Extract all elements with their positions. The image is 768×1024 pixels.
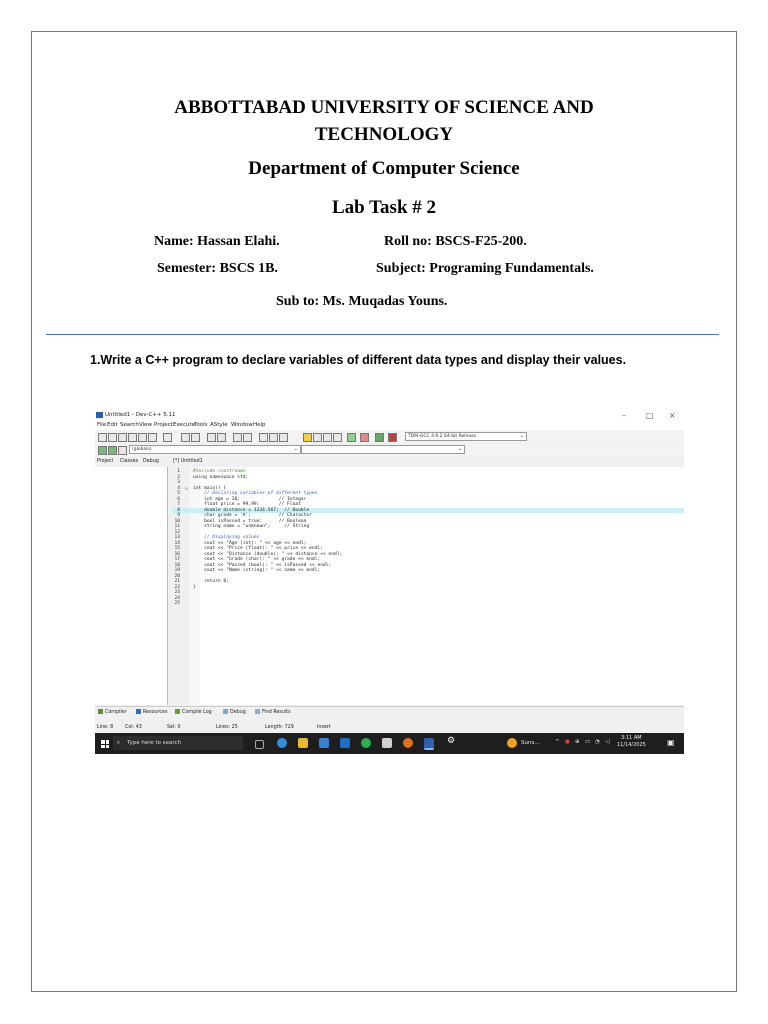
tab-find-results-label: Find Results bbox=[262, 710, 291, 715]
weather-sun-icon bbox=[507, 738, 517, 748]
student-name: Name: Hassan Elahi. bbox=[154, 234, 280, 249]
code-text: // Displaying values bbox=[193, 535, 260, 540]
undo-icon[interactable] bbox=[181, 433, 190, 442]
tray-chevron-up-icon[interactable]: ^ bbox=[555, 739, 560, 745]
line-number: 11 bbox=[174, 524, 180, 529]
question-text: 1.Write a C++ program to declare variables of different data types and display their values. bbox=[90, 353, 627, 367]
devcpp-app-icon bbox=[96, 412, 103, 418]
whatsapp-icon[interactable] bbox=[361, 738, 371, 748]
run-icon[interactable] bbox=[313, 433, 322, 442]
goto-line-icon[interactable] bbox=[233, 433, 242, 442]
file-explorer-icon[interactable] bbox=[298, 738, 308, 748]
menu-window[interactable]: Window bbox=[231, 422, 253, 428]
devcpp-taskbar-icon[interactable] bbox=[424, 738, 434, 750]
tab-find-results[interactable] bbox=[255, 709, 291, 715]
department-title: Department of Computer Science bbox=[248, 158, 520, 179]
bookmark-icon[interactable] bbox=[243, 433, 252, 442]
scope-select-value: (globals) bbox=[132, 447, 152, 452]
status-length: Length: 729 bbox=[265, 725, 294, 730]
code-text: cout << "Name (string): " << name << endl; bbox=[193, 568, 321, 573]
line-number: 17 bbox=[174, 557, 180, 562]
line-number: 9 bbox=[177, 513, 180, 518]
chevron-down-icon: ⌄ bbox=[519, 433, 524, 439]
compiler-select-value: TDM-GCC 4.9.2 64-bit Release bbox=[408, 434, 477, 439]
edge-browser-icon[interactable] bbox=[277, 738, 287, 748]
line-number: 21 bbox=[174, 579, 180, 584]
insert-icon[interactable] bbox=[108, 446, 117, 455]
divider-line bbox=[46, 334, 719, 335]
tab-compiler-label: Compiler bbox=[105, 710, 127, 715]
tab-project[interactable]: Project bbox=[97, 459, 114, 464]
code-text: cout << "Price (float): " << price << endl; bbox=[193, 546, 323, 551]
code-text: // Declaring variables of different types bbox=[193, 491, 318, 496]
task-view-icon[interactable] bbox=[255, 740, 264, 749]
status-mode: Insert bbox=[317, 725, 331, 730]
mail-icon[interactable] bbox=[340, 738, 350, 748]
menu-view[interactable]: View bbox=[139, 422, 153, 428]
debug-check-icon bbox=[223, 709, 228, 714]
volume-icon[interactable]: ◁ bbox=[605, 739, 610, 745]
submitted-to: Sub to: Ms. Muqadas Youns. bbox=[276, 294, 448, 309]
tray-app-icon[interactable]: ● bbox=[565, 739, 570, 745]
code-text: cout << "Passed (bool): " << isPassed << endl; bbox=[193, 562, 332, 568]
code-text: double distance = 1234.567; // Double bbox=[193, 507, 310, 513]
save-all-icon[interactable] bbox=[128, 433, 137, 442]
code-text: #include <iostream> bbox=[193, 469, 246, 474]
compile-icon[interactable] bbox=[303, 433, 312, 442]
menu-search[interactable]: Search bbox=[120, 422, 139, 428]
windows-start-icon[interactable] bbox=[101, 740, 109, 748]
line-number: 24 bbox=[174, 595, 180, 601]
ide-titlebar bbox=[95, 409, 684, 421]
menu-execute[interactable]: Execute bbox=[173, 422, 195, 428]
tab-compile-log[interactable] bbox=[175, 709, 212, 715]
line-number: 4 bbox=[177, 485, 180, 491]
ide-screenshot bbox=[95, 409, 684, 754]
network-icon[interactable]: ⊕ bbox=[575, 739, 580, 745]
project-browser-panel bbox=[95, 467, 168, 705]
university-title-line2: TECHNOLOGY bbox=[314, 124, 454, 145]
line-number: 3 bbox=[177, 480, 180, 485]
line-number: 16 bbox=[174, 551, 180, 557]
line-number: 19 bbox=[174, 568, 180, 573]
line-number: 6 bbox=[177, 496, 180, 502]
new-class-icon[interactable] bbox=[98, 446, 107, 455]
line-number: 1 bbox=[177, 469, 180, 474]
rebuild-icon[interactable] bbox=[333, 433, 342, 442]
chevron-down-icon: ⌄ bbox=[457, 446, 462, 452]
code-text: int main() { bbox=[193, 485, 227, 491]
save-icon[interactable] bbox=[118, 433, 127, 442]
notification-icon[interactable]: ▣ bbox=[667, 738, 675, 747]
line-number: 12 bbox=[174, 529, 180, 535]
status-lines: Lines: 25 bbox=[216, 725, 238, 730]
scope-select[interactable] bbox=[129, 445, 301, 454]
compile-log-icon bbox=[175, 709, 180, 714]
taskbar-search-placeholder: Type here to search bbox=[127, 740, 182, 746]
resources-icon bbox=[136, 709, 141, 714]
new-file-icon[interactable] bbox=[98, 433, 107, 442]
clock-date[interactable]: 11/14/2025 bbox=[617, 742, 646, 748]
tab-compile-log-label: Compile Log bbox=[182, 710, 212, 715]
close-all-icon[interactable] bbox=[148, 433, 157, 442]
line-number: 2 bbox=[177, 474, 180, 480]
ide-statusbar bbox=[95, 724, 684, 732]
line-number: 13 bbox=[174, 535, 180, 540]
menu-file[interactable]: File bbox=[97, 422, 107, 428]
semester: Semester: BSCS 1B. bbox=[157, 261, 278, 276]
bottom-panel-tabs bbox=[95, 706, 684, 717]
tab-compiler[interactable] bbox=[98, 709, 127, 715]
line-number: 8 bbox=[177, 507, 180, 513]
settings-gear-icon[interactable]: ⚙ bbox=[447, 736, 456, 746]
code-text: float price = 99.99; // Float bbox=[193, 502, 301, 507]
ide-toolbar-class bbox=[95, 445, 684, 456]
open-file-icon[interactable] bbox=[108, 433, 117, 442]
ide-window-title: Untitled1 - Dev-C++ 5.11 bbox=[105, 412, 176, 418]
replace-icon[interactable] bbox=[217, 433, 226, 442]
chrome-icon[interactable] bbox=[403, 738, 413, 748]
toggle-view-icon[interactable] bbox=[118, 446, 127, 455]
code-text: return 0; bbox=[193, 579, 229, 584]
print-icon[interactable] bbox=[163, 433, 172, 442]
store-icon[interactable] bbox=[319, 738, 329, 748]
line-number: 7 bbox=[177, 502, 180, 507]
menu-edit[interactable]: Edit bbox=[107, 422, 118, 428]
toggle-comment-icon[interactable] bbox=[279, 433, 288, 442]
line-number: 10 bbox=[174, 518, 180, 524]
menu-tools[interactable]: Tools bbox=[194, 422, 208, 428]
line-number: 22 bbox=[174, 584, 180, 590]
left-panel-tabs bbox=[95, 458, 167, 467]
code-text: cout << "Distance (double): " << distance << endl; bbox=[193, 551, 343, 557]
maximize-button[interactable]: □ bbox=[646, 411, 654, 420]
line-number: 14 bbox=[174, 540, 180, 546]
roll-number: Roll no: BSCS-F25-200. bbox=[384, 234, 527, 249]
delete-profile-icon[interactable] bbox=[388, 433, 397, 442]
minimize-button[interactable]: – bbox=[622, 411, 626, 420]
code-editor[interactable] bbox=[172, 467, 684, 705]
code-text: string name = "unknown"; // String bbox=[193, 524, 310, 529]
indent-icon[interactable] bbox=[259, 433, 268, 442]
line-number: 18 bbox=[174, 562, 180, 568]
university-title-line1: ABBOTTABAD UNIVERSITY OF SCIENCE AND bbox=[174, 97, 594, 118]
code-text: using namespace std; bbox=[193, 474, 249, 480]
ide-menubar bbox=[95, 421, 684, 430]
fold-toggle-icon[interactable]: ⊟ bbox=[185, 485, 188, 491]
chevron-down-icon: ⌄ bbox=[293, 446, 298, 452]
clock-time[interactable]: 3:11 AM bbox=[621, 735, 642, 741]
lab-task-title: Lab Task # 2 bbox=[331, 197, 437, 218]
university-title bbox=[60, 94, 708, 148]
line-number: 20 bbox=[174, 573, 180, 579]
line-number: 5 bbox=[177, 491, 180, 496]
code-text: cout << "Grade (char): " << grade << endl; bbox=[193, 557, 321, 562]
tab-debug-output-label: Debug bbox=[230, 710, 246, 715]
menu-astyle[interactable]: AStyle bbox=[210, 422, 228, 428]
line-number: 15 bbox=[174, 546, 180, 551]
code-text: char grade = 'A'; // Character bbox=[193, 513, 312, 518]
wifi-icon[interactable]: ◔ bbox=[595, 739, 600, 745]
code-line[interactable] bbox=[172, 601, 684, 607]
line-number: 25 bbox=[174, 601, 180, 606]
unindent-icon[interactable] bbox=[269, 433, 278, 442]
tab-debug[interactable]: Debug bbox=[143, 459, 159, 464]
compiler-icon bbox=[98, 709, 103, 714]
compile-run-icon[interactable] bbox=[323, 433, 332, 442]
find-results-icon bbox=[255, 709, 260, 714]
status-col: Col: 43 bbox=[125, 725, 142, 730]
profile-icon[interactable] bbox=[375, 433, 384, 442]
stop-execution-icon[interactable] bbox=[360, 433, 369, 442]
tab-resources-label: Resources bbox=[143, 710, 168, 715]
redo-icon[interactable] bbox=[191, 433, 200, 442]
status-sel: Sel: 0 bbox=[167, 725, 181, 730]
ide-toolbar-main bbox=[95, 431, 684, 443]
line-number: 23 bbox=[174, 590, 180, 595]
close-file-icon[interactable] bbox=[138, 433, 147, 442]
app-icon[interactable] bbox=[382, 738, 392, 748]
windows-taskbar bbox=[95, 733, 684, 754]
compiler-select[interactable] bbox=[405, 432, 527, 441]
tab-resources[interactable] bbox=[136, 709, 168, 715]
member-select[interactable] bbox=[301, 445, 465, 454]
tab-classes[interactable]: Classes bbox=[120, 459, 139, 464]
menu-help[interactable]: Help bbox=[253, 422, 266, 428]
tab-debug-output[interactable] bbox=[223, 709, 246, 715]
syntax-check-icon[interactable] bbox=[347, 433, 356, 442]
search-icon: ⌕ bbox=[117, 740, 121, 746]
subject: Subject: Programing Fundamentals. bbox=[376, 261, 594, 276]
code-text: } bbox=[193, 584, 196, 590]
code-text: bool isPassed = true; // Boolean bbox=[193, 518, 307, 524]
close-button[interactable]: × bbox=[669, 411, 676, 420]
menu-project[interactable]: Project bbox=[154, 422, 173, 428]
tab-untitled1[interactable]: [*] Untitled1 bbox=[173, 459, 203, 464]
find-icon[interactable] bbox=[207, 433, 216, 442]
status-line: Line: 8 bbox=[97, 725, 114, 730]
taskbar-search-box[interactable] bbox=[113, 736, 243, 750]
code-text: int age = 20; // Integer bbox=[193, 496, 307, 502]
code-text: cout << "Age (int): " << age << endl; bbox=[193, 540, 307, 546]
battery-icon[interactable]: ▭ bbox=[585, 739, 591, 745]
weather-label[interactable]: Suns... bbox=[521, 740, 540, 746]
